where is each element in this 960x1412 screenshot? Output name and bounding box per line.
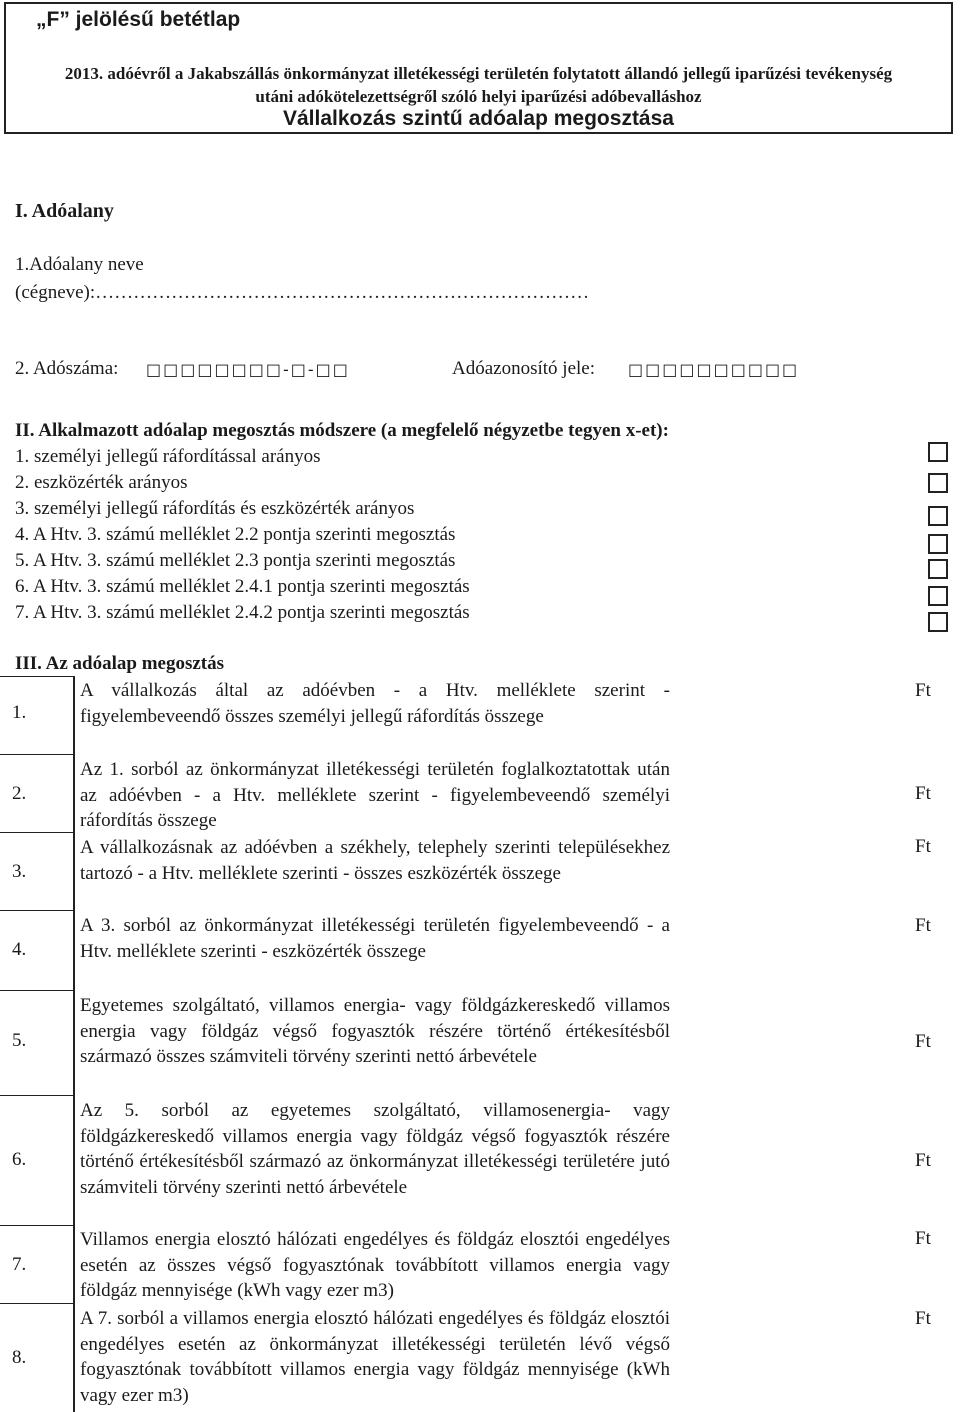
section-3-heading: III. Az adóalap megosztás — [15, 653, 225, 674]
row-number-7: 7. — [12, 1254, 27, 1275]
table-row-separator — [0, 1095, 73, 1096]
method-checkbox-4[interactable] — [928, 534, 948, 554]
row-currency-6[interactable]: Ft — [915, 1150, 931, 1171]
name-label-2[interactable]: (cégneve):…………………………………………………………………… — [15, 282, 590, 303]
section-1-heading: I. Adóalany — [15, 200, 114, 222]
table-row-separator — [0, 832, 73, 833]
row-currency-8[interactable]: Ft — [915, 1308, 931, 1329]
tax-number-boxes[interactable]: □□□□□□□□-□-□□ — [146, 360, 350, 379]
row-text-8: A 7. sorból a villamos energia elosztó hálózati engedélyes és földgáz elosztói engedélyes esetén az önkormányzat illetékességi területén lévő végső fogyasztónak továbbított villamos energia vagy földgáz mennyisége (kWh vagy ezer m3) — [80, 1308, 670, 1406]
row-currency-7[interactable]: Ft — [915, 1228, 931, 1249]
row-number-1: 1. — [12, 702, 27, 723]
header-subtitle: Vállalkozás szintű adóalap megosztása — [283, 107, 674, 130]
method-option-6: 6. A Htv. 3. számú melléklet 2.4.1 pontja szerinti megosztás — [15, 576, 470, 597]
row-number-4: 4. — [12, 939, 27, 960]
method-checkbox-5[interactable] — [928, 559, 948, 579]
method-option-7: 7. A Htv. 3. számú melléklet 2.4.2 pontja szerinti megosztás — [15, 602, 470, 623]
method-option-5: 5. A Htv. 3. számú melléklet 2.3 pontja szerinti megosztás — [15, 550, 456, 571]
header-line-1: 2013. adóévről a Jakabszállás önkormányzat illetékességi területén folytatott állandó jellegű iparűzési tevékenység — [64, 64, 893, 83]
row-text-1: A vállalkozás által az adóévben - a Htv. melléklete szerint - figyelembeveendő összes személyi jellegű ráfordítás összege — [80, 680, 670, 727]
header-box — [4, 2, 953, 134]
table-row-separator — [0, 754, 73, 755]
table-row-separator — [0, 1225, 73, 1226]
row-currency-3[interactable]: Ft — [915, 836, 931, 857]
row-currency-1[interactable]: Ft — [915, 680, 931, 701]
row-text-2: Az 1. sorból az önkormányzat illetékességi területén foglalkoztatottak után az adóévben - a Htv. melléklete szerint - figyelembeveendő személyi ráfordítás összege — [80, 759, 670, 831]
form-title: „F” jelölésű betétlap — [36, 8, 241, 31]
method-option-2: 2. eszközérték arányos — [15, 472, 188, 493]
row-number-3: 3. — [12, 861, 27, 882]
method-checkbox-2[interactable] — [928, 473, 948, 493]
header-line-2: utáni adókötelezettségről szóló helyi iparűzési adóbevalláshoz — [255, 87, 702, 106]
table-divider-vertical — [73, 676, 75, 1412]
method-option-1: 1. személyi jellegű ráfordítással arányos — [15, 446, 321, 467]
table-row-separator — [0, 990, 73, 991]
row-number-2: 2. — [12, 783, 27, 804]
method-option-3: 3. személyi jellegű ráfordítás és eszközérték arányos — [15, 498, 415, 519]
method-checkbox-3[interactable] — [928, 506, 948, 526]
section-2-heading: II. Alkalmazott adóalap megosztás módszere (a megfelelő négyzetbe tegyen x-et): — [15, 420, 669, 441]
name-label-1: 1.Adóalany neve — [15, 254, 144, 275]
table-row-separator — [0, 676, 73, 677]
row-number-5: 5. — [12, 1030, 27, 1051]
method-checkbox-6[interactable] — [928, 586, 948, 606]
tax-id-label: Adóazonosító jele: — [452, 358, 595, 379]
row-currency-2[interactable]: Ft — [915, 783, 931, 804]
tax-number-label: 2. Adószáma: — [15, 358, 119, 379]
table-row-separator — [0, 910, 73, 911]
row-number-8: 8. — [12, 1347, 27, 1368]
method-option-4: 4. A Htv. 3. számú melléklet 2.2 pontja szerinti megosztás — [15, 524, 456, 545]
row-text-7: Villamos energia elosztó hálózati engedélyes és földgáz elosztói engedélyes esetén az összes végső fogyasztónak továbbított villamos energia vagy földgáz mennyisége (kWh vagy ezer m3) — [80, 1229, 670, 1301]
table-row-separator — [0, 1303, 73, 1304]
method-checkbox-7[interactable] — [928, 612, 948, 632]
row-text-6: Az 5. sorból az egyetemes szolgáltató, villamosenergia- vagy földgázkereskedő villamos energia vagy földgáz végső fogyasztók részére történő értékesítésből származó az önkormányzat illetékességi területére jutó számviteli törvény szerinti nettó árbevétele — [80, 1100, 670, 1198]
method-checkbox-1[interactable] — [928, 442, 948, 462]
row-text-4: A 3. sorból az önkormányzat illetékességi területén figyelembeveendő - a Htv. melléklete szerinti - eszközérték összege — [80, 915, 670, 962]
row-text-3: A vállalkozásnak az adóévben a székhely, telephely szerinti településekhez tartozó - a Htv. melléklete szerinti - összes eszközérték összege — [80, 837, 670, 884]
row-text-5: Egyetemes szolgáltató, villamos energia- vagy földgázkereskedő villamos energia vagy földgáz végső fogyasztók részére történő értékesítésből származó összes számviteli törvény szerinti nettó árbevétele — [80, 995, 670, 1067]
tax-id-boxes[interactable]: □□□□□□□□□□ — [628, 360, 800, 379]
row-number-6: 6. — [12, 1149, 27, 1170]
row-currency-4[interactable]: Ft — [915, 915, 931, 936]
row-currency-5[interactable]: Ft — [915, 1031, 931, 1052]
